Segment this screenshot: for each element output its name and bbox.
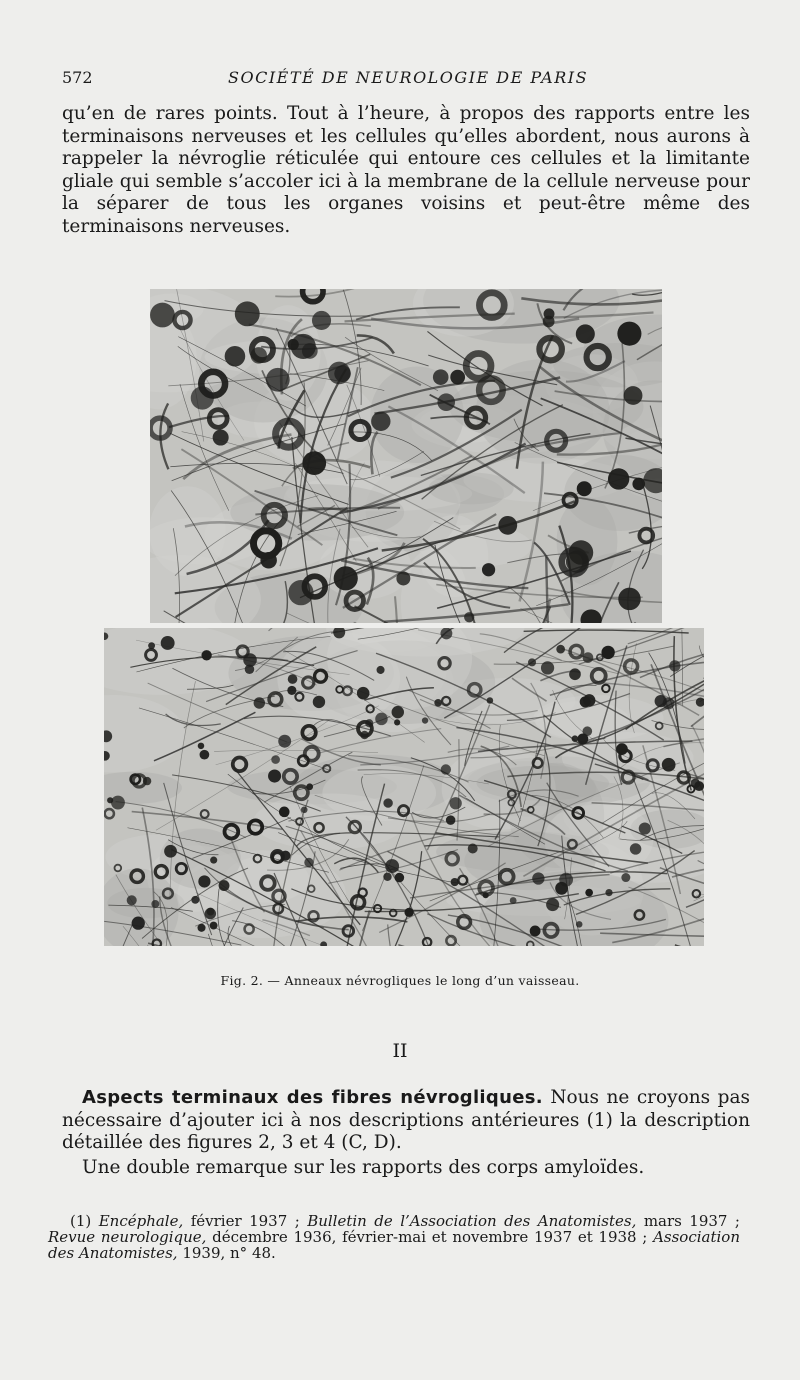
footnote	[48, 1213, 740, 1261]
footnote-date-1: février 1937 ;	[190, 1212, 300, 1230]
page-number: 572	[62, 68, 93, 87]
intro-paragraph: qu’en de rares points. Tout à l’heure, à propos des rapports entre les terminaisons nerveuses et les cellules qu’elles abordent, nous aurons à rappeler la névroglie réticulée qui entoure ces cellules et la limitante gliale qui semble s’accoler ici à la membrane de la cellule nerveuse pour la séparer de tous les organes voisins et peut-être même des terminaisons nerveuses.	[62, 103, 750, 237]
micrograph-top	[150, 289, 662, 623]
footnote-date-2: mars 1937 ;	[643, 1212, 740, 1230]
footnote-journal-4: Association des Anatomistes,	[48, 1228, 740, 1262]
figure-caption: Fig. 2. — Anneaux névrogliques le long d’un vaisseau.	[220, 973, 580, 988]
footnote-journal-1: Encéphale,	[98, 1212, 184, 1230]
micrograph-bottom	[104, 628, 704, 946]
footnote-journal-3: Revue neurologique,	[48, 1228, 207, 1246]
footnote-marker: (1)	[70, 1212, 92, 1230]
section-remark: Une double remarque sur les rapports des corps amyloïdes.	[82, 1157, 645, 1178]
section-paragraph	[62, 1087, 750, 1155]
section-heading: Aspects terminaux des fibres névrogliques.	[82, 1087, 543, 1108]
section-numeral: II	[392, 1040, 408, 1062]
footnote-date-3: décembre 1936, février-mai et novembre 1937 et 1938 ;	[212, 1228, 648, 1246]
section-paragraph-text: Nous ne croyons pas nécessaire d’ajouter ici à nos descriptions antérieures (1) la description détaillée des figures 2, 3 et 4 (C, D).	[62, 1087, 750, 1153]
running-head: SOCIÉTÉ DE NEUROLOGIE DE PARIS	[228, 68, 589, 87]
footnote-journal-2: Bulletin de l’Association des Anatomistes,	[307, 1212, 637, 1230]
footnote-date-4: 1939, n° 48.	[182, 1244, 276, 1262]
